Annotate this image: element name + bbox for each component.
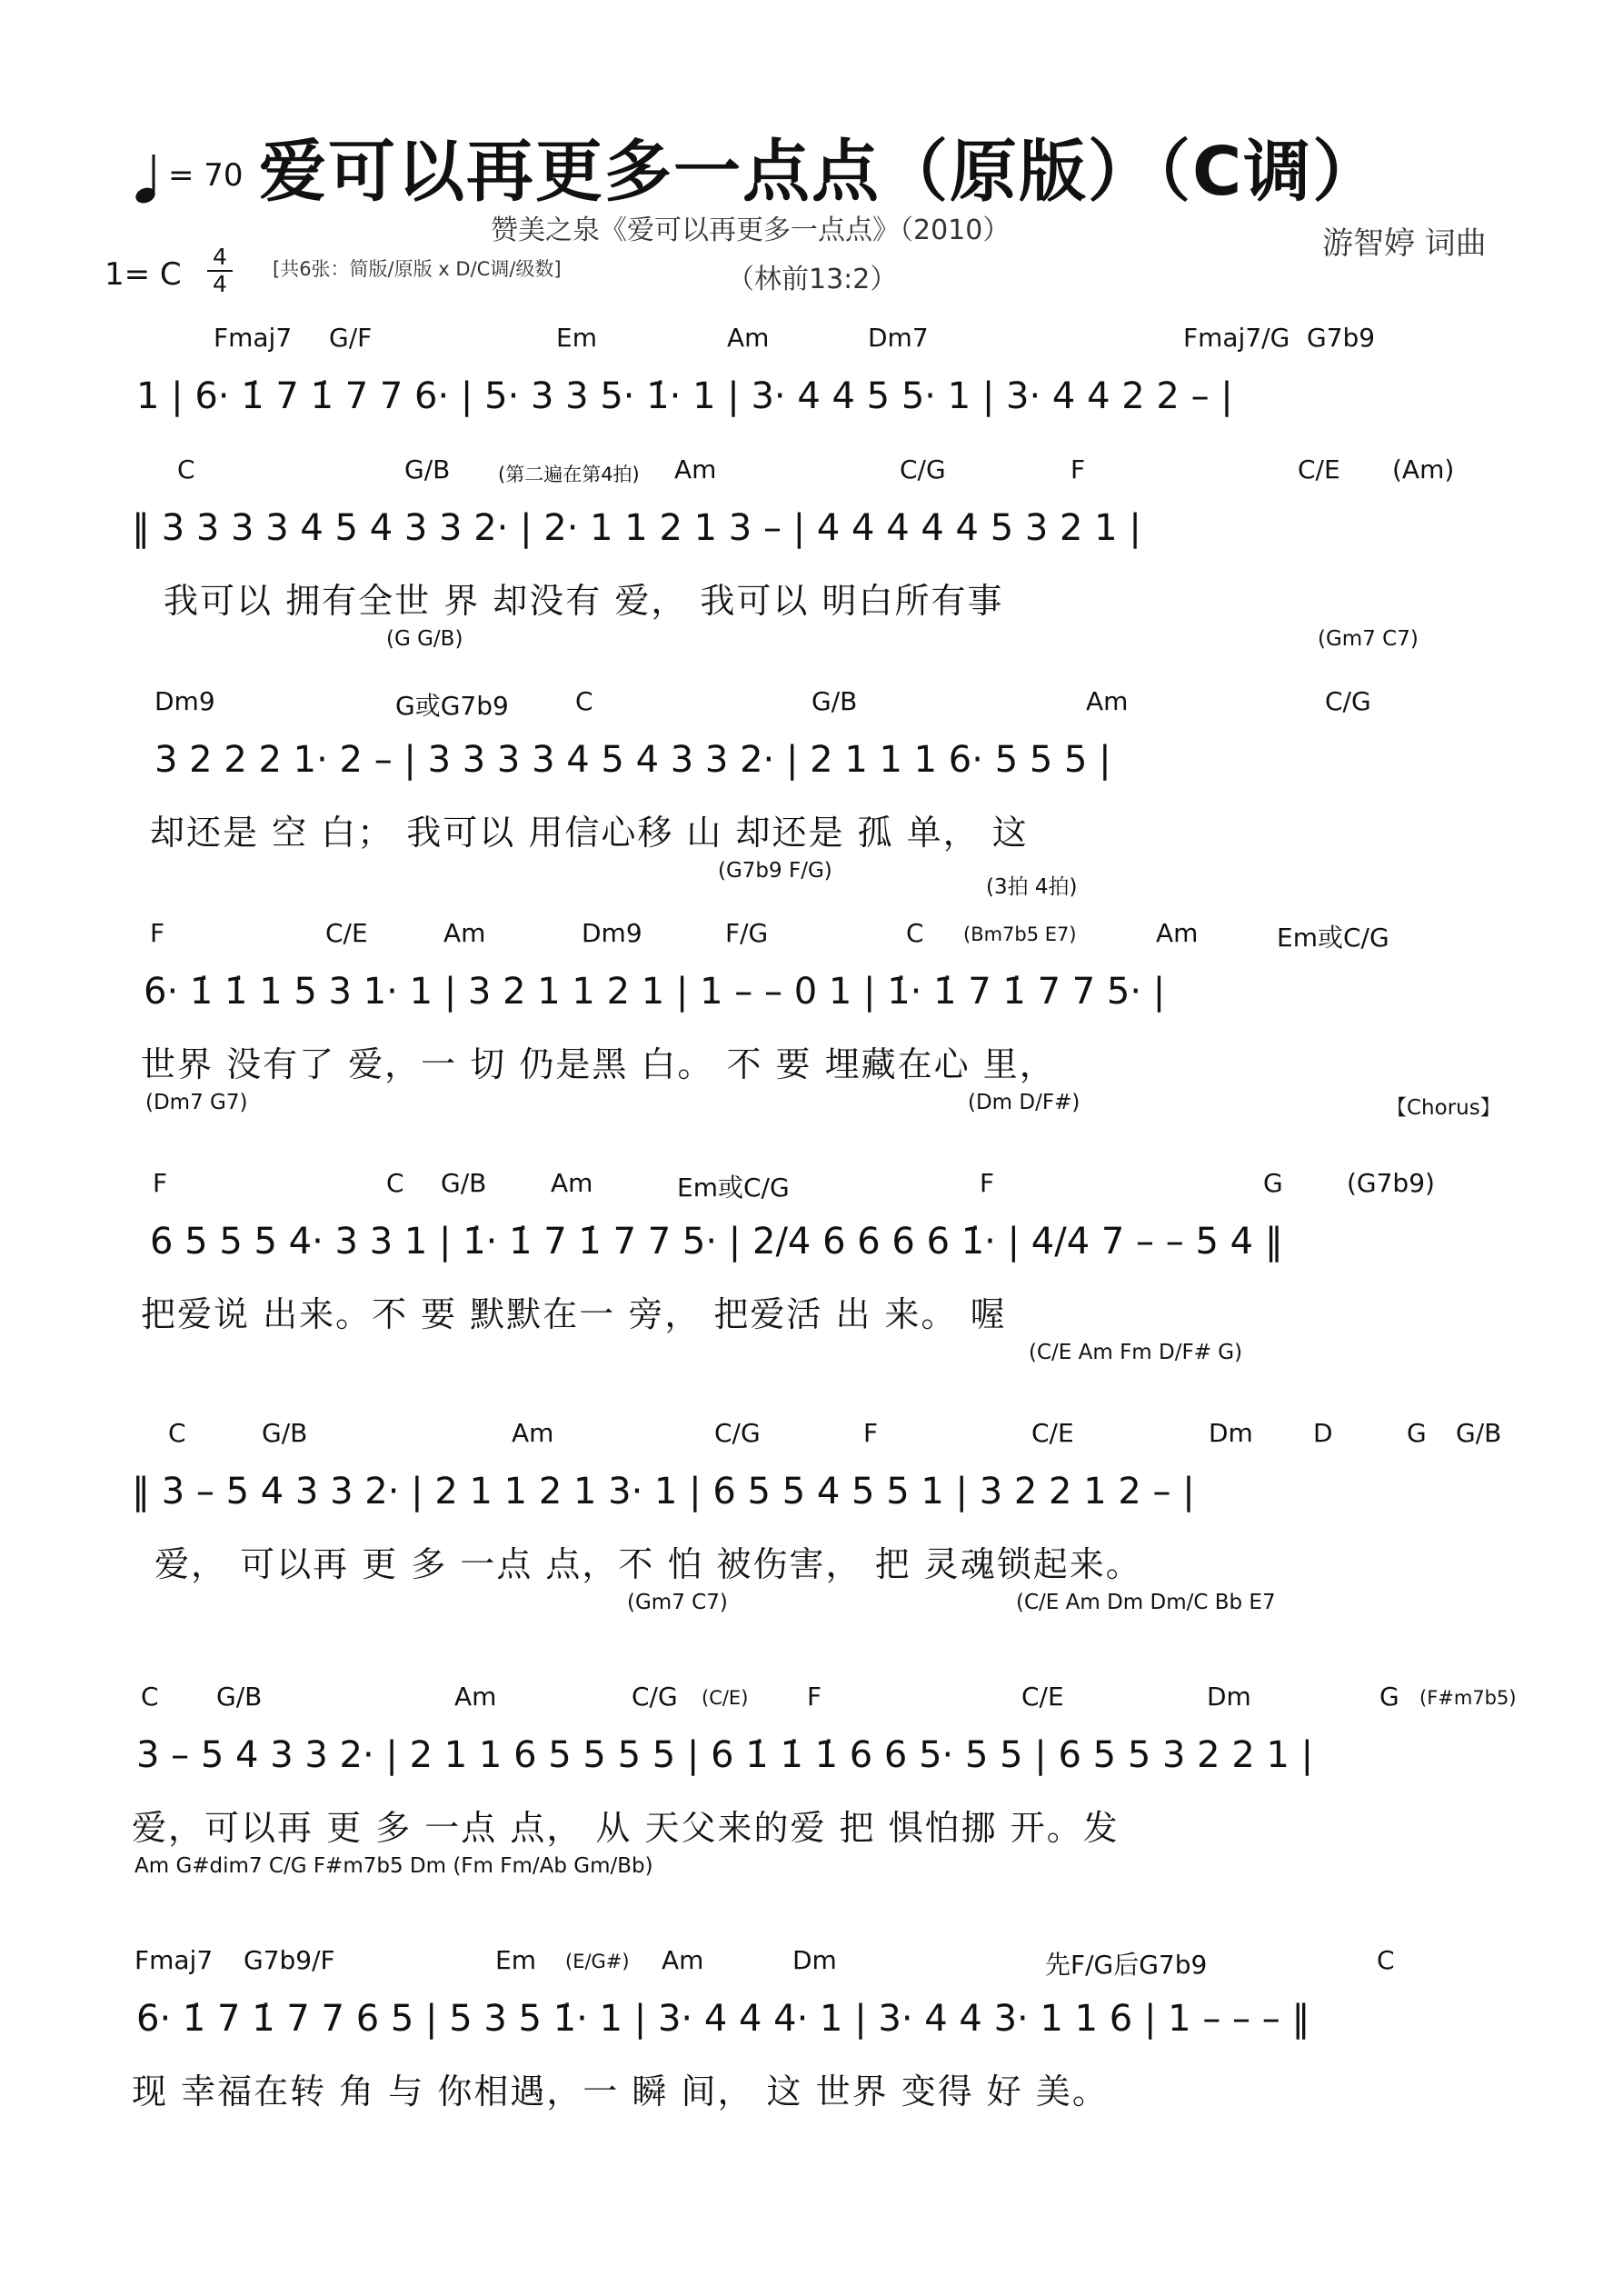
chord: C (906, 918, 924, 948)
time-sig-top: 4 (213, 244, 227, 270)
lyrics-line: 却还是 空 白； 我可以 用信心移 山 却还是 孤 单， 这 (150, 813, 1029, 853)
alt-chords: (Gm7 C7) (1318, 627, 1419, 651)
chord: Em (495, 1945, 536, 1975)
notation-line: 6· 1̇ 1̇ 1 5 3 1· 1 | 3 2 1 1 2 1 | 1 – – 0 1 | 1̇· 1̇ 7 1̇ 7 7 5· | (144, 971, 1166, 1013)
alt-chords: (Gm7 C7) (627, 1591, 728, 1614)
chord: Dm9 (154, 686, 215, 716)
chord: Em (556, 323, 597, 353)
chord: (C/E) (702, 1687, 749, 1709)
music-row-2 (0, 454, 1623, 691)
key-signature: 1= C (105, 256, 182, 293)
chord: Dm (792, 1945, 837, 1975)
chord: F (980, 1168, 995, 1198)
lyrics-line: 爱，可以再 更 多 一点 点， 从 天父来的爱 把 惧怕挪 开。发 (132, 1808, 1120, 1848)
time-signature (207, 245, 233, 296)
lyrics-line: 爱， 可以再 更 多 一点 点，不 怕 被伤害， 把 灵魂锁起来。 (154, 1544, 1142, 1584)
chord: G/B (262, 1418, 308, 1448)
scripture-reference: （林前13:2） (727, 264, 898, 295)
notation-line: ‖ 3 3 3 3 4 5 4 3 3 2· | 2· 1 1 2 1 3 – | 4 4 4 4 4 5 3 2 1 | (132, 507, 1141, 549)
chord: Am (727, 323, 770, 353)
chord: F (807, 1682, 822, 1712)
chord: Dm9 (582, 918, 642, 948)
chord: C (141, 1682, 159, 1712)
lyrics-line: 世界 没有了 爱，一 切 仍是黑 白。 不 要 埋藏在心 里， (141, 1044, 1056, 1084)
music-row-5 (0, 1168, 1623, 1404)
chord: F (1070, 454, 1086, 484)
beat-note: (3拍 4拍) (986, 875, 1078, 899)
section-label: 【Chorus】 (1386, 1096, 1501, 1120)
chord: 先F/G后G7b9 (1045, 1950, 1208, 1980)
chord: Em或C/G (1277, 923, 1389, 953)
chord: Am (443, 918, 486, 948)
chord: Am (674, 454, 717, 484)
chord: C/G (632, 1682, 678, 1712)
chord: (Bm7b5 E7) (963, 923, 1077, 945)
chord: G/B (812, 686, 858, 716)
notation-line: 6 5 5 5 4· 3 3 1 | 1̇· 1̇ 7 1̇ 7 7 5· | 2/4 6 6 6 6 1̇· | 4/4 7 – – 5 4 ‖ (150, 1221, 1283, 1263)
alt-chords: (G G/B) (386, 627, 463, 651)
lyrics-line: 把爱说 出来。不 要 默默在一 旁， 把爱活 出 来。 喔 (141, 1294, 1007, 1334)
chord: Dm (1207, 1682, 1251, 1712)
chord: G/F (329, 323, 373, 353)
chord: C (386, 1168, 404, 1198)
music-row-7 (0, 1682, 1623, 1918)
chord: C (168, 1418, 186, 1448)
notation-line: 3 2 2 2 1· 2 – | 3 3 3 3 4 5 4 3 3 2· | 2 1 1 1 6· 5 5 5 | (154, 739, 1111, 781)
notation-line: ‖ 3 – 5 4 3 3 2· | 2 1 1 2 1 3· 1 | 6 5 5 4 5 5 1 | 3 2 2 1 2 – | (132, 1471, 1195, 1512)
chord: C/G (900, 454, 946, 484)
alt-chords: (Dm7 G7) (145, 1091, 248, 1114)
alt-chords: (C/E Am Fm D/F# G) (1029, 1341, 1243, 1364)
chord: Dm (1209, 1418, 1253, 1448)
chord: C (177, 454, 195, 484)
page-title: 爱可以再更多一点点（原版）（C调） (259, 133, 1382, 211)
music-row-4 (0, 918, 1623, 1154)
chord: C/E (1021, 1682, 1064, 1712)
chord: C/E (1031, 1418, 1074, 1448)
chord: C/G (714, 1418, 761, 1448)
chord: G/B (404, 454, 451, 484)
notation-line: 6· 1̇ 7 1̇ 7 7 6 5 | 5 3 5 1̇· 1 | 3· 4 4 4· 1 | 3· 4 4 3· 1 1 6 | 1 – – – ‖ (136, 1998, 1310, 2040)
chord: D (1313, 1418, 1333, 1448)
chord: Am (662, 1945, 704, 1975)
alt-chords: (Dm D/F#) (968, 1091, 1080, 1114)
tempo-marking: = 70 (168, 157, 244, 194)
chord: G/B (441, 1168, 487, 1198)
chord: G/B (216, 1682, 263, 1712)
chord: Am (551, 1168, 593, 1198)
chord: C (575, 686, 593, 716)
notation-line: 1 | 6· 1̇ 7 1̇ 7 7 6· | 5· 3 3 5· 1̇· 1 | 3· 4 4 5 5· 1 | 3· 4 4 2 2 – | (136, 375, 1233, 417)
chord: G7b9 (1307, 323, 1376, 353)
chord: G/B (1456, 1418, 1502, 1448)
chord: (E/G#) (565, 1951, 630, 1972)
music-row-3 (0, 686, 1623, 923)
music-row-8 (0, 1945, 1623, 2181)
lyrics-line: 现 幸福在转 角 与 你相遇，一 瞬 间， 这 世界 变得 好 美。 (132, 2071, 1109, 2111)
chord: (G7b9) (1347, 1168, 1435, 1198)
notation-line: 3 – 5 4 3 3 2· | 2 1 1 6 5 5 5 5 | 6 1̇ 1̇ 1̇ 6 6 5· 5 5 | 6 5 5 3 2 2 1 | (136, 1734, 1314, 1776)
chord: F/G (725, 918, 769, 948)
author-credit: 游智婷 词曲 (1322, 225, 1487, 262)
chord: G (1263, 1168, 1283, 1198)
chord: Am (512, 1418, 554, 1448)
chord: Em或C/G (677, 1173, 790, 1203)
chord: Fmaj7 (214, 323, 293, 353)
chord: Am (1086, 686, 1129, 716)
chord: F (863, 1418, 879, 1448)
edition-info: [共6张：简版/原版 x D/C调/级数] (273, 258, 562, 280)
chord: Fmaj7/G (1183, 323, 1290, 353)
chord: C/G (1325, 686, 1371, 716)
chord: G (1379, 1682, 1399, 1712)
sheet-header (0, 0, 1623, 309)
chord: G或G7b9 (395, 691, 509, 721)
chord: G (1407, 1418, 1427, 1448)
quarter-note-icon (132, 153, 163, 207)
alt-chords: Am G#dim7 C/G F#m7b5 Dm (Fm Fm/Ab Gm/Bb) (134, 1854, 653, 1878)
chord: F (150, 918, 165, 948)
chord: F (153, 1168, 168, 1198)
subtitle: 赞美之泉《爱可以再更多一点点》（2010） (491, 215, 1011, 246)
music-row-6 (0, 1418, 1623, 1654)
chord: Fmaj7 (134, 1945, 214, 1975)
time-sig-bottom: 4 (213, 271, 227, 297)
chord: C/E (325, 918, 368, 948)
chord: Dm7 (868, 323, 929, 353)
chord: C/E (1298, 454, 1340, 484)
chord: C (1377, 1945, 1395, 1975)
lyrics-line: 我可以 拥有全世 界 却没有 爱， 我可以 明白所有事 (164, 581, 1004, 621)
chord: (Am) (1392, 454, 1455, 484)
chord: G7b9/F (244, 1945, 335, 1975)
chord: Am (454, 1682, 497, 1712)
alt-chords: (G7b9 F/G) (718, 859, 832, 883)
chord-note: (第二遍在第4拍) (498, 464, 640, 485)
chord: Am (1156, 918, 1199, 948)
alt-chords: (C/E Am Dm Dm/C Bb E7 (1016, 1591, 1276, 1614)
chord: (F#m7b5) (1419, 1687, 1517, 1709)
